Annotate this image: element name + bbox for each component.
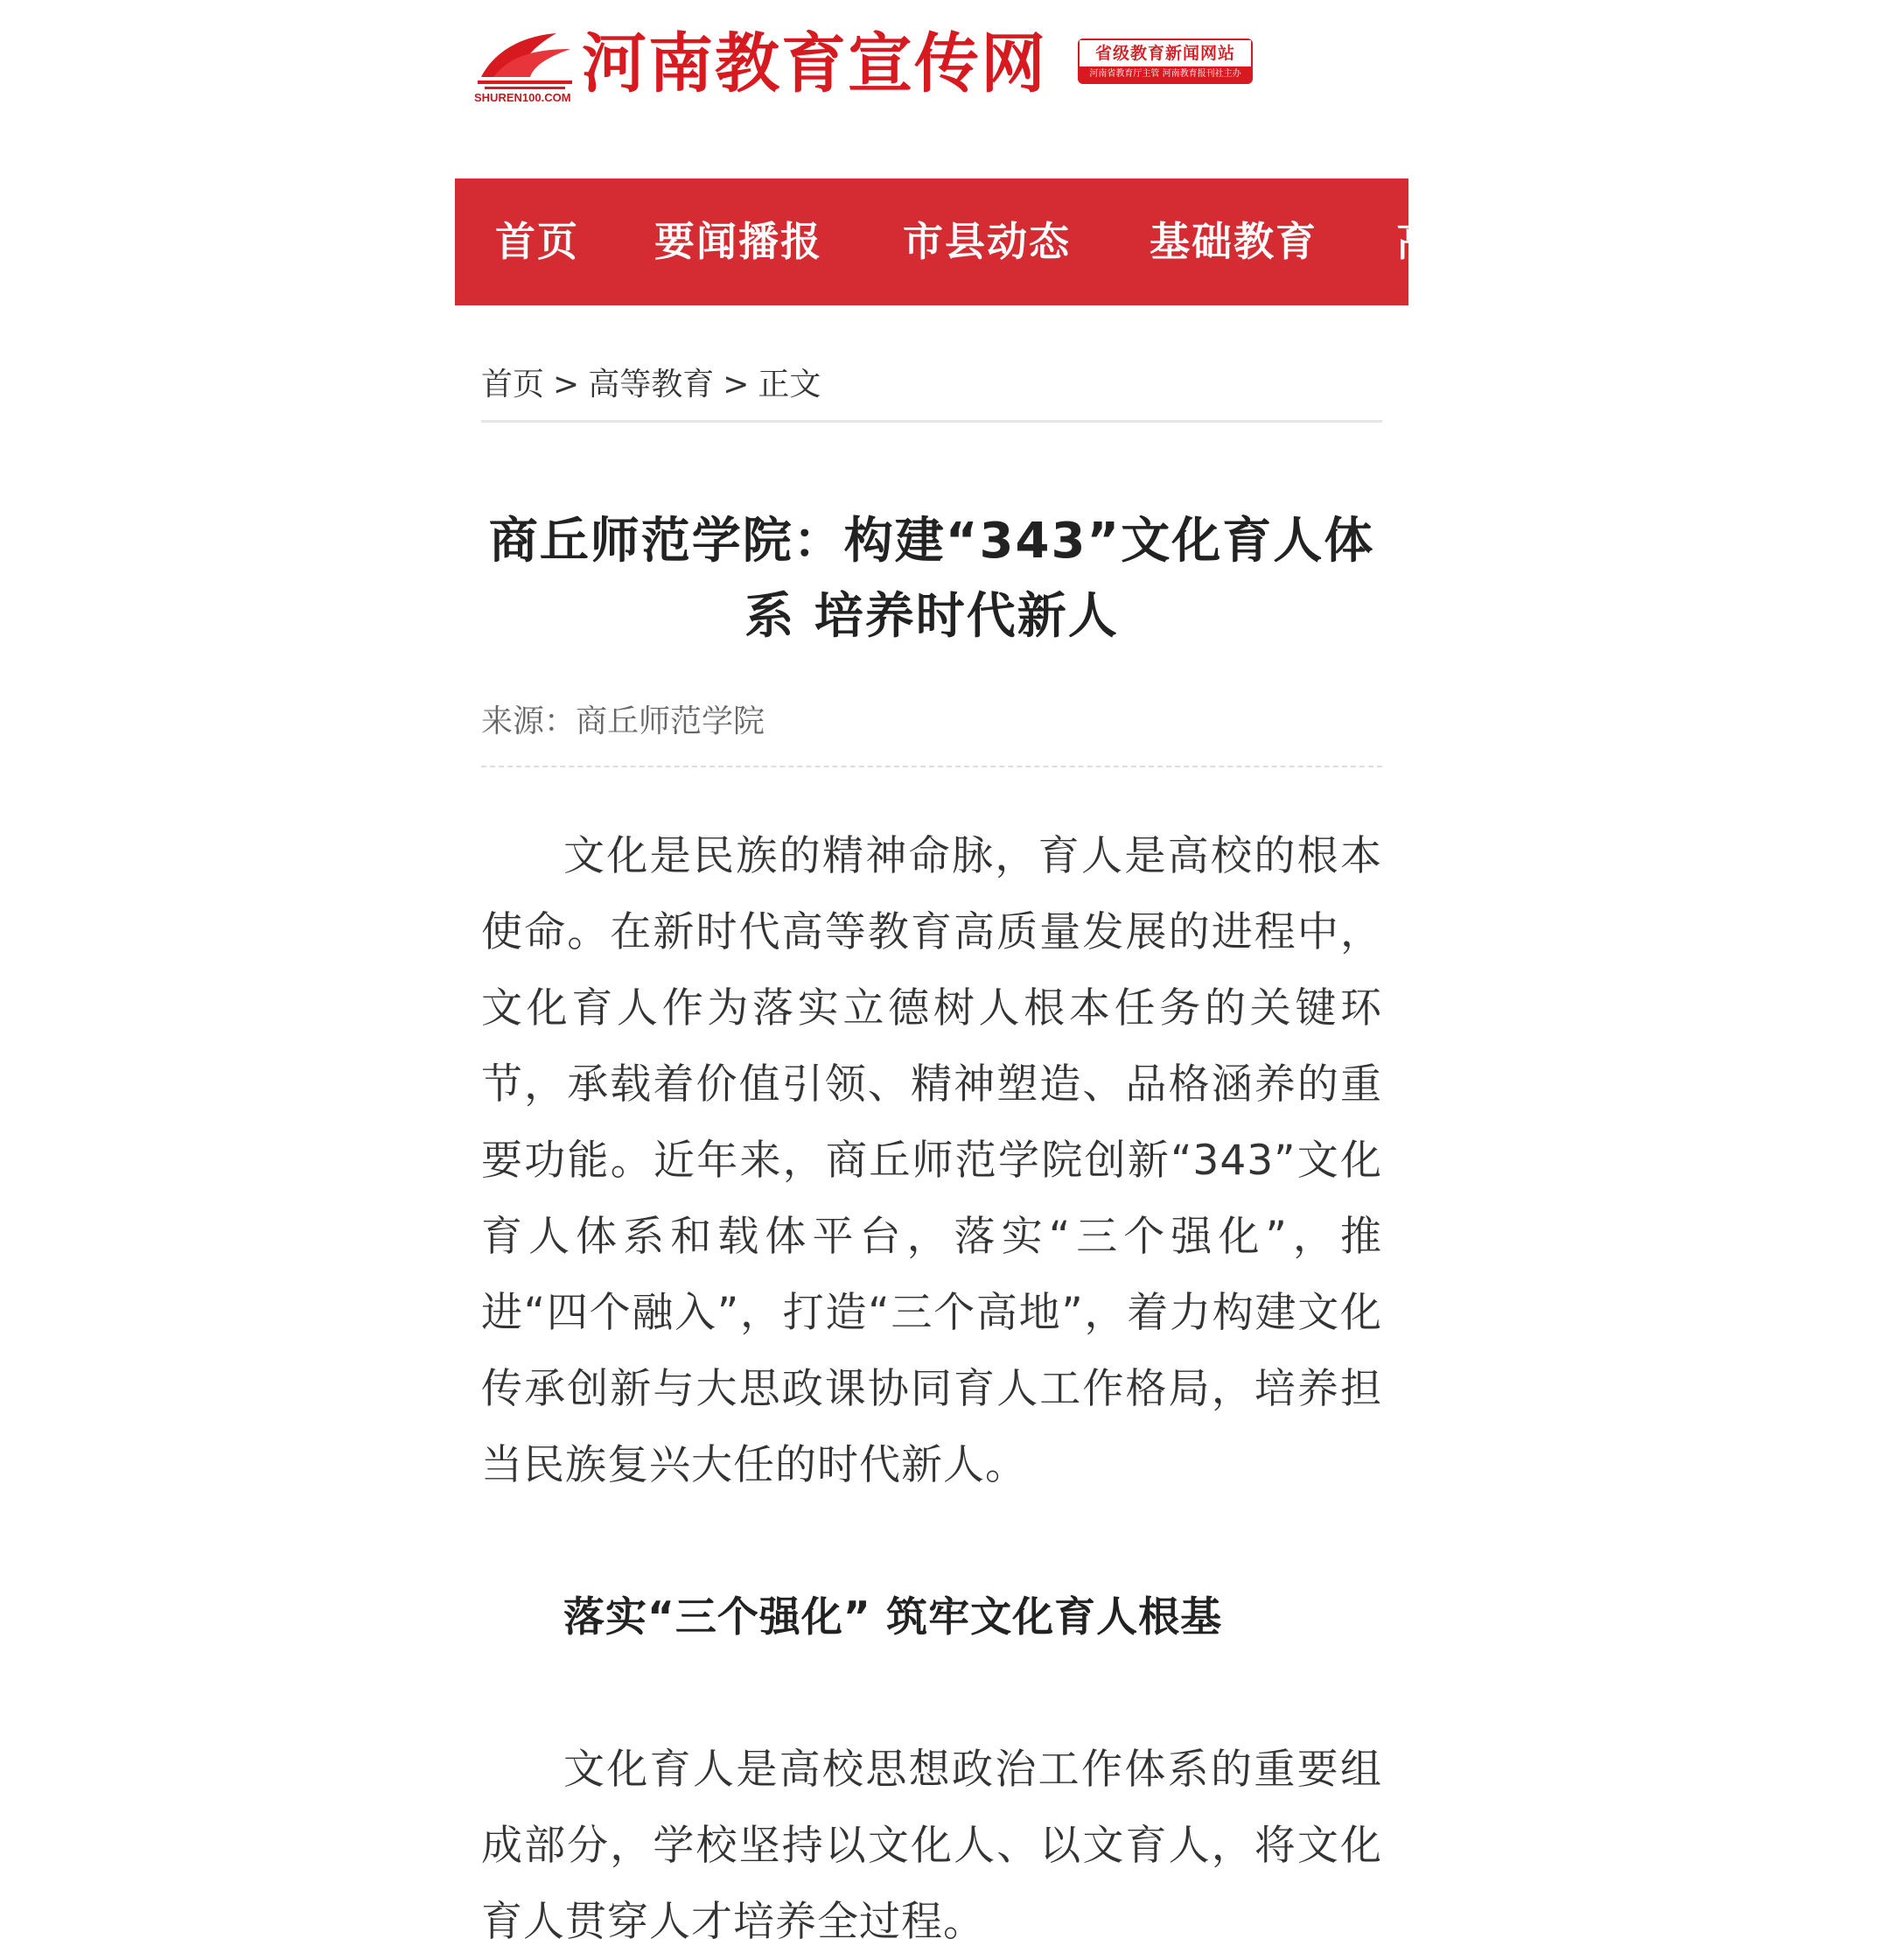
article-subheading: 落实“三个强化” 筑牢文化育人根基 — [563, 1593, 1223, 1642]
logo-domain: SHUREN100.COM — [474, 91, 571, 104]
article-paragraph: 文化是民族的精神命脉，育人是高校的根本使命。在新时代高等教育高质量发展的进程中，文化育人作为落实立德树人根本任务的关键环节，承载着价值引领、精神塑造、品格涵养的重要功能。近年来，商丘师范学院创新“343”文化育人体系和载体平台，落实“三个强化”，推进“四个融入”，打造“三个高地”，着力构建文化传承创新与大思政课协同育人工作格局，培养担当民族复兴大任的时代新人。 — [481, 832, 1382, 1489]
nav-item-news[interactable]: 要闻播报 — [654, 218, 822, 265]
article-source: 来源：商丘师范学院 — [481, 696, 1382, 767]
article-body — [481, 818, 1382, 1960]
site-title[interactable]: 河南教育宣传网 — [582, 26, 1047, 102]
article-paragraph: 文化育人是高校思想政治工作体系的重要组成部分，学校坚持以文化人、以文育人，将文化育人贯穿人才培养全过程。 — [481, 1746, 1382, 1946]
badge-top-text: 省级教育新闻网站 — [1080, 40, 1251, 66]
nav-item-higher-education[interactable]: 高 — [1396, 218, 1438, 265]
badge-bottom-text: 河南省教育厅主管 河南教育报刊社主办 — [1080, 66, 1251, 82]
breadcrumb-higher-education[interactable]: 高等教育 — [588, 367, 715, 402]
nav-item-city-county[interactable]: 市县动态 — [903, 218, 1071, 265]
breadcrumb-separator: > — [553, 367, 580, 402]
nav-item-home[interactable]: 首页 — [495, 218, 579, 265]
breadcrumb-home[interactable]: 首页 — [481, 367, 545, 402]
site-header — [472, 23, 1382, 119]
page — [455, 0, 1438, 1946]
article-title: 商丘师范学院：构建“343”文化育人体系 培养时代新人 — [488, 513, 1375, 645]
breadcrumb-current: 正文 — [758, 367, 821, 402]
main-nav — [455, 178, 1438, 305]
nav-item-basic-education[interactable]: 基础教育 — [1150, 218, 1317, 265]
breadcrumb-separator: > — [723, 367, 750, 402]
breadcrumb — [481, 359, 1382, 423]
site-badge — [1078, 38, 1253, 84]
